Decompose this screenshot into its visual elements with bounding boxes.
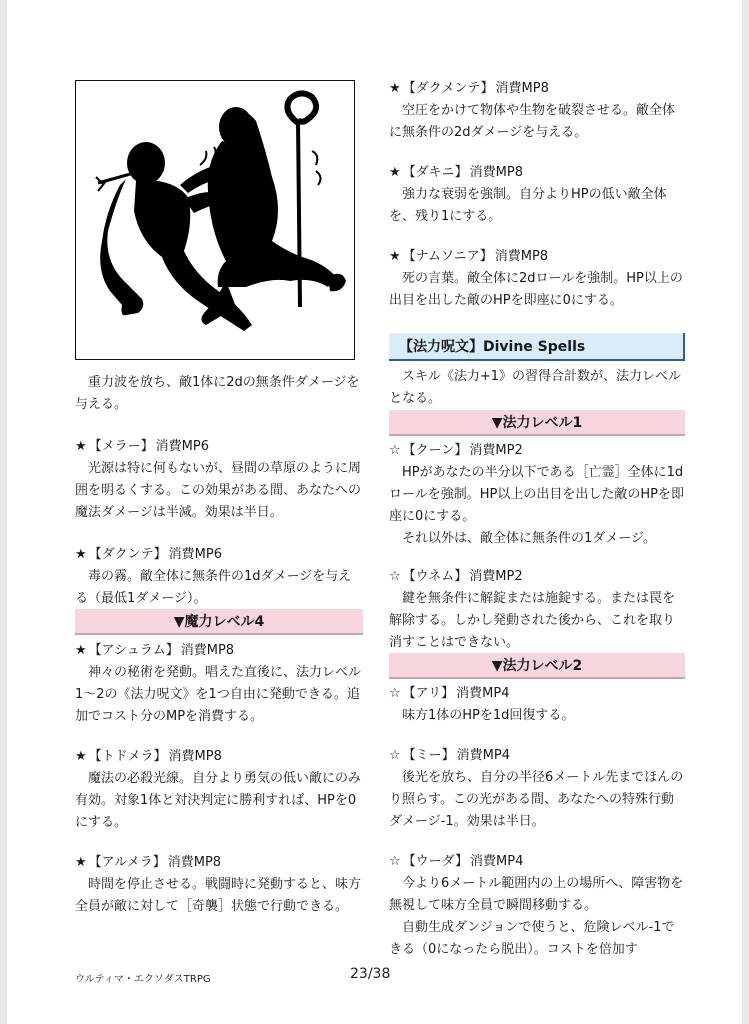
spell-desc: 味方1体のHPを1d回復する。 — [402, 708, 575, 723]
spell-desc-extra: それ以外は、敵全体に無条件の1ダメージ。 — [402, 531, 656, 546]
spell-cost: 消費MP4 — [470, 854, 524, 869]
star-icon: ★ — [75, 749, 87, 764]
spell-name: 【ダクンテ】 — [88, 547, 167, 562]
spell-name: 【トドメラ】 — [88, 749, 167, 764]
spell-title — [389, 851, 685, 873]
spell-desc: 死の言葉。敵全体に2dロールを強制。HP以上の出目を出した敵のHPを即座に0にする。 — [389, 271, 683, 308]
level-header: ▼魔力レベル4 — [75, 609, 363, 635]
spell-cost: 消費MP8 — [494, 249, 549, 264]
spell-title — [389, 745, 685, 767]
section-desc: スキル《法力+1》の習得合計数が、法力レベルとなる。 — [389, 369, 682, 406]
spell-name: 【メラー】 — [88, 439, 154, 454]
star-icon: ★ — [75, 855, 87, 870]
spell-title — [389, 162, 685, 184]
star-icon: ★ — [75, 547, 87, 562]
spell-name: 【アシュラム】 — [88, 643, 179, 658]
spell-desc: 時間を停止させる。戦闘時に発動すると、味方全員が敵に対して［奇襲］状態で行動できる。 — [75, 877, 362, 914]
spell-title — [389, 440, 685, 462]
spell-cost: 消費MP8 — [167, 855, 222, 870]
page — [7, 0, 742, 1024]
spell-desc: 後光を放ち、自分の半径6メートル先までほんのり照らす。この光がある間、あなたへの特殊行動ダメージ-1。効果は半日。 — [389, 770, 684, 829]
spell-entry — [389, 851, 685, 961]
spell-desc: 今より6メートル範囲内の上の場所へ、障害物を無視して味方全員で瞬間移動する。 — [389, 876, 684, 913]
hollow-star-icon: ☆ — [389, 443, 401, 458]
spell-name: 【ウネム】 — [402, 569, 468, 584]
spell-name: 【ミー】 — [402, 748, 455, 763]
spell-desc: 鍵を無条件に解錠または施錠する。または罠を解除する。しかし発動された後から、これを取り消すことはできない。 — [389, 591, 676, 650]
spell-desc: 毒の霧。敵全体に無条件の1dダメージを与える（最低1ダメージ）。 — [75, 569, 352, 606]
spell-entry — [389, 246, 685, 312]
spell-desc: 強力な衰弱を強制。自分よりHPの低い敵全体を、残り1にする。 — [389, 187, 667, 224]
silhouette-illustration — [75, 80, 355, 360]
spell-cost: 消費MP8 — [495, 81, 549, 96]
spell-cost: 消費MP8 — [168, 749, 222, 764]
star-icon: ★ — [75, 439, 87, 454]
spell-entry — [389, 566, 685, 654]
spell-desc: 空圧をかけて物体や生物を破裂させる。敵全体に無条件の2dダメージを与える。 — [389, 103, 676, 140]
page-number: 23/38 — [350, 966, 391, 982]
spell-cost: 消費MP4 — [456, 748, 510, 763]
spell-entry — [75, 852, 363, 918]
spell-title — [75, 544, 363, 566]
spell-entry — [389, 162, 685, 228]
spell-desc: 魔法の必殺光線。自分より勇気の低い敵にのみ有効。対象1体と対決判定に勝利すれば、HPを0にする。 — [75, 771, 362, 830]
spell-entry — [75, 746, 363, 834]
intro-text: 重力波を放ち、敵1体に2dの無条件ダメージを与える。 — [75, 375, 360, 412]
spell-name: 【ウーダ】 — [402, 854, 469, 869]
spell-cost: 消費MP2 — [469, 569, 523, 584]
spell-name: 【ダキニ】 — [402, 165, 468, 180]
star-icon: ★ — [389, 165, 401, 180]
level-header: ▼法力レベル2 — [389, 653, 685, 679]
spell-name: 【クーン】 — [402, 443, 468, 458]
spell-cost: 消費MP8 — [469, 165, 523, 180]
spell-title — [75, 436, 363, 458]
spell-title — [389, 683, 685, 705]
spell-title — [75, 640, 363, 662]
spell-entry — [389, 78, 685, 144]
section-header: 【法力呪文】Divine Spells — [389, 333, 685, 361]
spell-title — [389, 78, 685, 100]
star-icon: ★ — [389, 249, 401, 264]
spell-cost: 消費MP4 — [456, 686, 510, 701]
silhouette-image — [76, 81, 353, 358]
spell-title — [75, 746, 363, 768]
spell-desc: 神々の秘術を発動。唱えた直後に、法力レベル1～2の《法力呪文》を1つ自由に発動できる。追加でコスト分のMPを消費する。 — [75, 665, 362, 724]
spell-title — [389, 246, 685, 268]
spell-title — [389, 566, 685, 588]
footer-title: ウルティマ・エクソダスTRPG — [75, 974, 211, 985]
spell-cost: 消費MP8 — [180, 643, 235, 658]
star-icon: ★ — [75, 643, 87, 658]
spell-desc: HPがあなたの半分以下である［亡霊］全体に1dロールを強制。HP以上の出目を出した敵のHPを即座に0にする。 — [389, 465, 684, 524]
spell-name: 【ダクメンテ】 — [402, 81, 494, 96]
spell-name: 【アルメラ】 — [88, 855, 166, 870]
spell-cost: 消費MP6 — [155, 439, 209, 454]
spell-entry — [389, 440, 685, 550]
spell-desc: 光源は特に何もないが、昼間の草原のように周囲を明るくする。この効果がある間、あなたへの魔法ダメージは半減。効果は半日。 — [75, 461, 362, 520]
spell-name: 【アリ】 — [402, 686, 455, 701]
spell-entry — [75, 640, 363, 728]
hollow-star-icon: ☆ — [389, 569, 401, 584]
hollow-star-icon: ☆ — [389, 748, 401, 763]
level-header: ▼法力レベル1 — [389, 410, 685, 436]
spell-entry — [75, 544, 363, 610]
star-icon: ★ — [389, 81, 401, 96]
spell-entry — [389, 683, 685, 727]
hollow-star-icon: ☆ — [389, 686, 401, 701]
hollow-star-icon: ☆ — [389, 854, 401, 869]
spell-cost: 消費MP2 — [469, 443, 523, 458]
spell-entry — [389, 745, 685, 833]
spell-entry — [75, 436, 363, 524]
spell-title — [75, 852, 363, 874]
spell-cost: 消費MP6 — [168, 547, 222, 562]
spell-desc-extra: 自動生成ダンジョンで使うと、危険レベル-1できる（0になったら脱出）。コストを倍加す — [389, 920, 675, 957]
spell-name: 【ナムソニア】 — [402, 249, 493, 264]
